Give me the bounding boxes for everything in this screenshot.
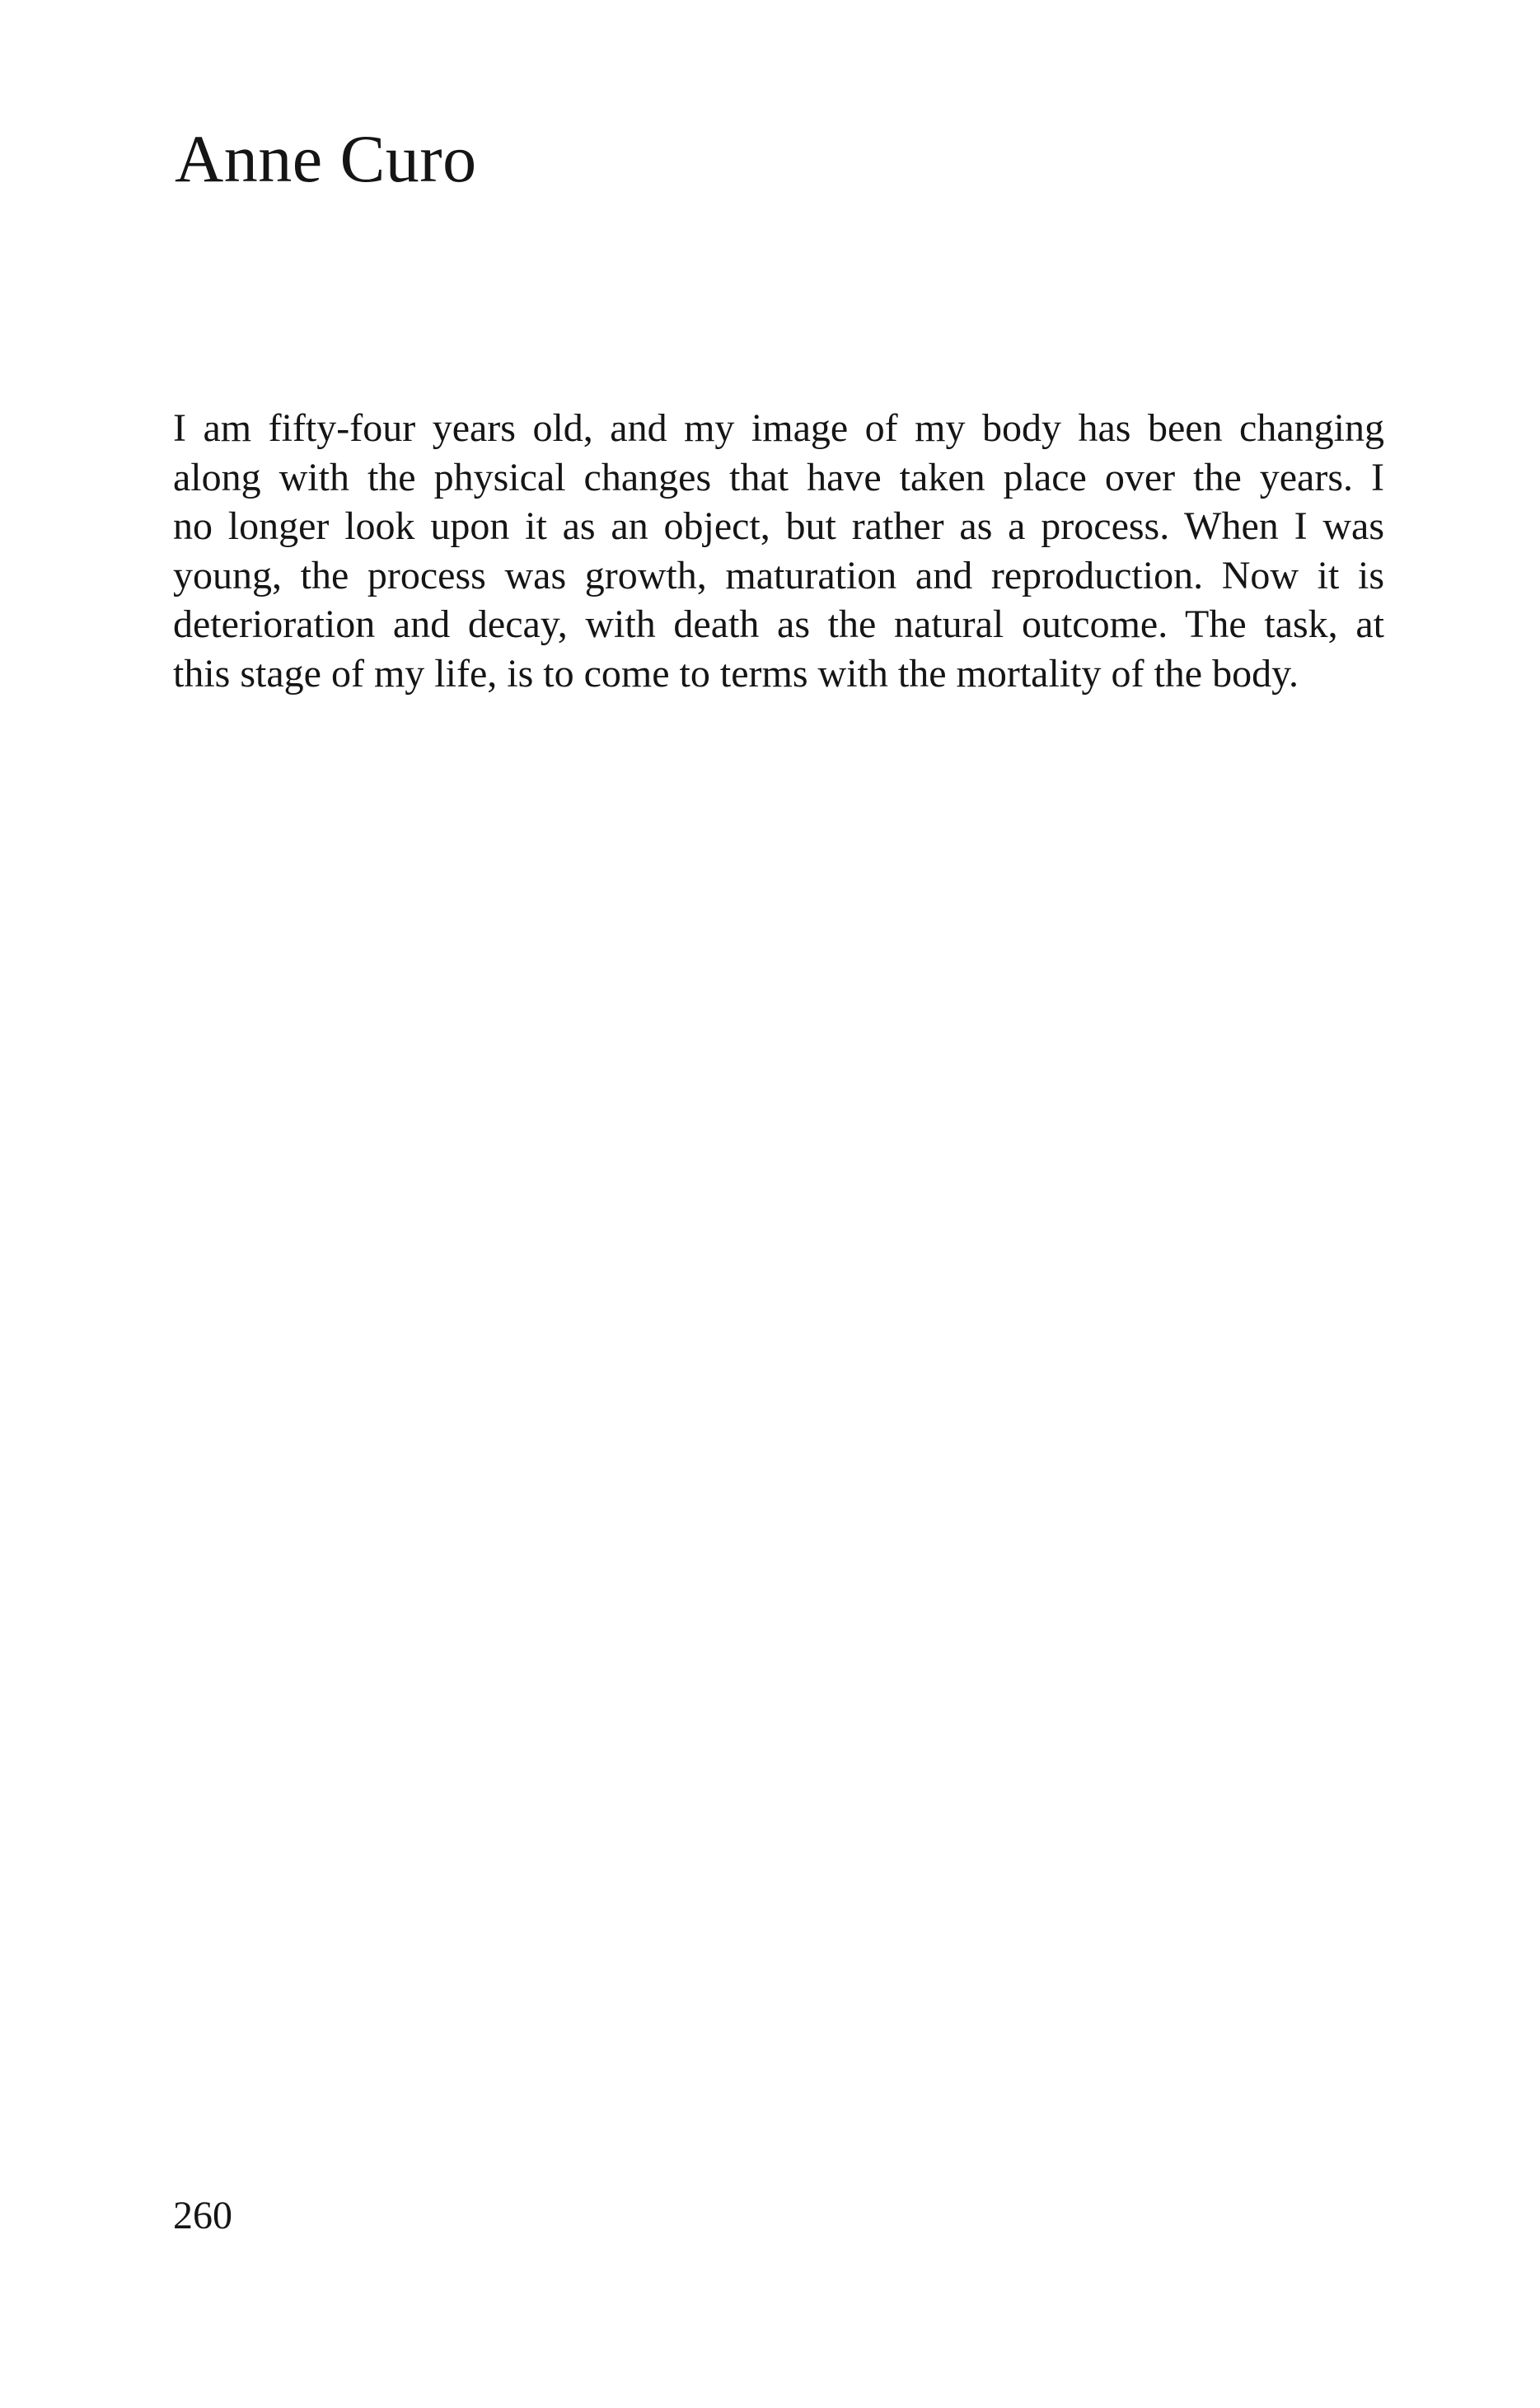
paragraph-line: this stage of my life, is to come to terms with the mortality of the body. [173, 651, 1299, 696]
page-title: Anne Curo [175, 121, 477, 196]
paragraph-line: no longer look upon it as an object, but rather as a process. When I was [173, 504, 1384, 548]
paragraph-line: deterioration and decay, with death as the natural outcome. The task, at [173, 602, 1384, 646]
paragraph-line: I am fifty-four years old, and my image of my body has been changing [173, 406, 1384, 450]
paragraph-line: along with the physical changes that have taken place over the years. I [173, 455, 1384, 499]
page-number: 260 [173, 2194, 232, 2237]
body-paragraph [173, 404, 1384, 698]
paragraph-line: young, the process was growth, maturation and reproduction. Now it is [173, 553, 1384, 597]
